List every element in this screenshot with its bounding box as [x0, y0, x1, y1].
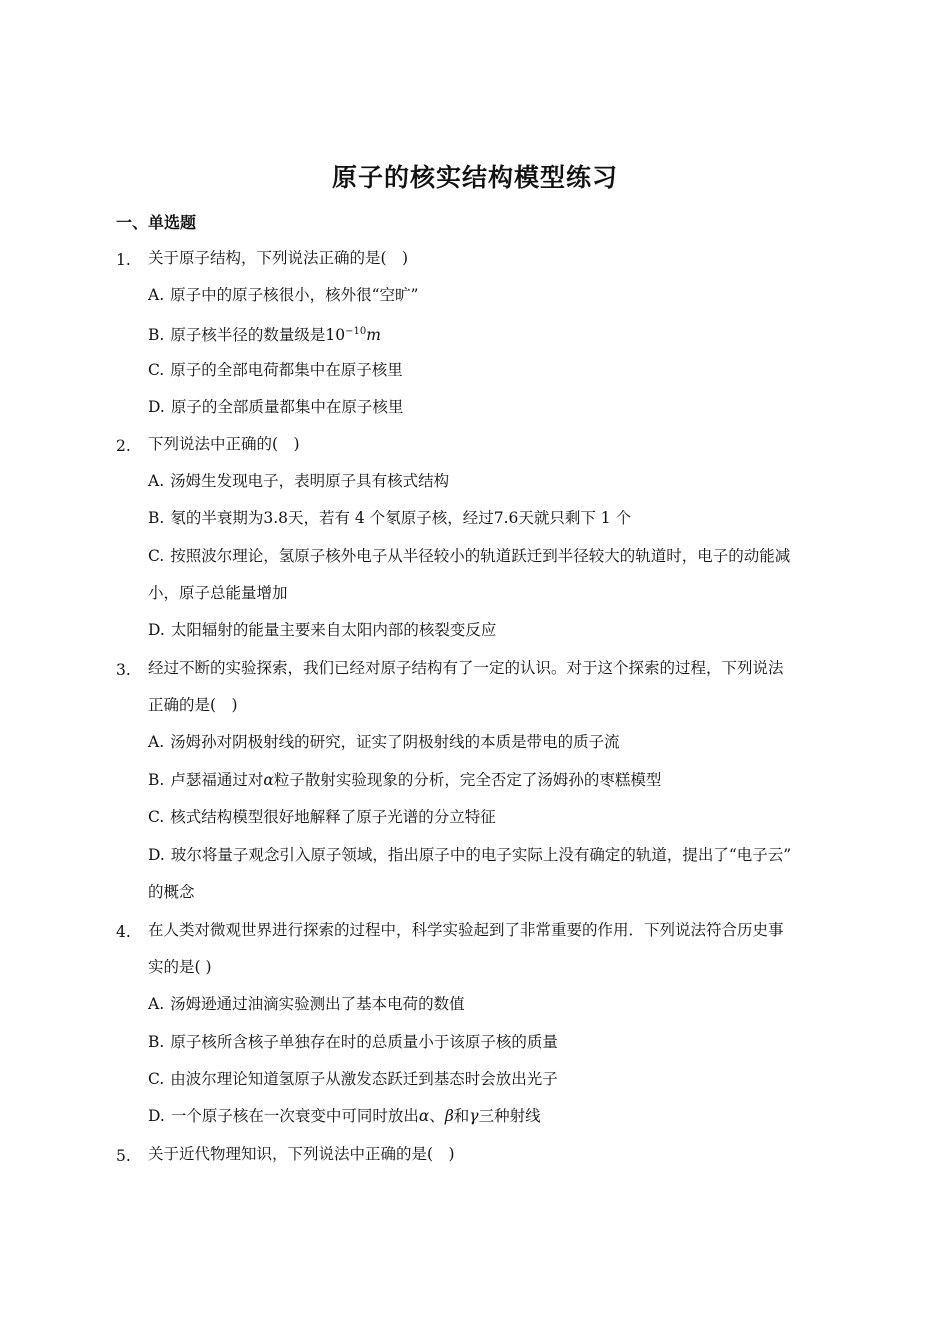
math-symbol: α — [418, 1107, 430, 1125]
option-text: 和 — [453, 1107, 470, 1125]
question-3-option-c — [148, 807, 496, 827]
question-1-option-b — [148, 322, 381, 345]
option-label: C. — [148, 547, 165, 565]
math-exponent: −10 — [345, 326, 367, 337]
question-1-option-d — [148, 397, 403, 417]
question-4-option-d — [148, 1106, 541, 1126]
option-text: 汤姆生发现电子，表明原子具有核式结构 — [170, 472, 450, 490]
option-text: 、 — [429, 1107, 445, 1125]
option-label: B. — [148, 326, 165, 345]
math-symbol: α — [263, 771, 274, 789]
question-3-option-a — [148, 732, 620, 752]
question-4-option-b — [148, 1032, 558, 1052]
math-unit: m — [366, 326, 381, 345]
option-text: 核式结构模型很好地解释了原子光谱的分立特征 — [170, 808, 496, 826]
question-2-stem: 下列说法中正确的( ) — [148, 435, 300, 453]
math-value: 3.8 — [263, 509, 288, 527]
option-label: D. — [148, 621, 165, 639]
option-label: C. — [148, 361, 165, 379]
option-text: 粒子散射实验现象的分析，完全否定了汤姆孙的枣糕模型 — [273, 771, 662, 789]
question-3-number: 3. — [116, 661, 131, 679]
question-2-option-c — [148, 546, 790, 566]
option-text: 天，若有 4 个氡原子核，经过 — [288, 509, 494, 527]
question-2-option-a — [148, 471, 449, 491]
question-5-stem: 关于近代物理知识，下列说法中正确的是( ) — [148, 1145, 455, 1163]
option-label: A. — [148, 472, 165, 490]
option-label: B. — [148, 1033, 165, 1051]
question-2-option-b — [148, 508, 631, 528]
option-text: 汤姆孙对阴极射线的研究，证实了阴极射线的本质是带电的质子流 — [170, 733, 620, 751]
math-symbol: β — [444, 1107, 454, 1125]
option-text: 按照波尔理论，氢原子核外电子从半径较小的轨道跃迁到半径较大的轨道时，电子的动能减 — [170, 547, 791, 565]
question-4-stem: 在人类对微观世界进行探索的过程中，科学实验起到了非常重要的作用．下列说法符合历史事 — [148, 921, 784, 939]
option-label: A. — [148, 995, 165, 1013]
question-3-option-d — [148, 845, 791, 865]
option-label: A. — [148, 733, 165, 751]
option-text: 三种射线 — [478, 1107, 541, 1125]
math-symbol: γ — [469, 1107, 479, 1125]
question-3-stem: 经过不断的实验探索，我们已经对原子结构有了一定的认识。对于这个探索的过程，下列说法 — [148, 659, 784, 677]
math-base: 10 — [325, 326, 346, 345]
option-text: 汤姆逊通过油滴实验测出了基本电荷的数值 — [170, 995, 465, 1013]
option-text: 太阳辐射的能量主要来自太阳内部的核裂变反应 — [170, 621, 497, 639]
question-1-option-a — [148, 285, 418, 305]
option-text: 原子中的原子核很小，核外很“空旷” — [170, 286, 419, 304]
option-label: D. — [148, 1107, 165, 1125]
question-4-option-a — [148, 994, 465, 1014]
question-2-number: 2. — [116, 437, 131, 455]
question-1-number: 1. — [116, 251, 131, 269]
question-4-stem-continued: 实的是( ) — [148, 958, 212, 976]
option-text: 原子的全部质量都集中在原子核里 — [170, 398, 404, 416]
question-1-stem: 关于原子结构，下列说法正确的是( ) — [148, 249, 409, 267]
option-text: 玻尔将量子观念引入原子领域，指出原子中的电子实际上没有确定的轨道，提出了“电子云” — [170, 846, 792, 864]
question-2-option-c-continued: 小，原子总能量增加 — [148, 584, 288, 602]
option-label: D. — [148, 398, 165, 416]
question-3-option-d-continued: 的概念 — [148, 883, 195, 901]
section-heading: 一、单选题 — [116, 213, 197, 232]
option-text: 原子核所含核子单独存在时的总质量小于该原子核的质量 — [170, 1033, 558, 1051]
question-4-option-c — [148, 1069, 558, 1089]
question-2-option-d — [148, 620, 496, 640]
page-title: 原子的核实结构模型练习 — [331, 163, 618, 192]
option-label: C. — [148, 1070, 165, 1088]
question-5-number: 5. — [116, 1147, 131, 1165]
question-3-option-b — [148, 770, 661, 790]
option-text: 原子核半径的数量级是 — [170, 326, 326, 345]
option-label: B. — [148, 771, 165, 789]
math-value: 7.6 — [493, 509, 519, 527]
option-text: 氡的半衰期为 — [170, 509, 264, 527]
option-text: 天就只剩下 1 个 — [518, 509, 632, 527]
option-text: 一个原子核在一次衰变中可同时放出 — [170, 1107, 419, 1125]
question-1-option-c — [148, 360, 403, 380]
option-text: 由波尔理论知道氢原子从激发态跃迁到基态时会放出光子 — [170, 1070, 558, 1088]
option-label: A. — [148, 286, 165, 304]
option-label: B. — [148, 509, 165, 527]
option-label: C. — [148, 808, 165, 826]
question-4-number: 4. — [116, 923, 131, 941]
option-text: 卢瑟福通过对 — [170, 771, 264, 789]
option-label: D. — [148, 846, 165, 864]
option-text: 原子的全部电荷都集中在原子核里 — [170, 361, 403, 379]
question-3-stem-continued: 正确的是( ) — [148, 696, 238, 714]
